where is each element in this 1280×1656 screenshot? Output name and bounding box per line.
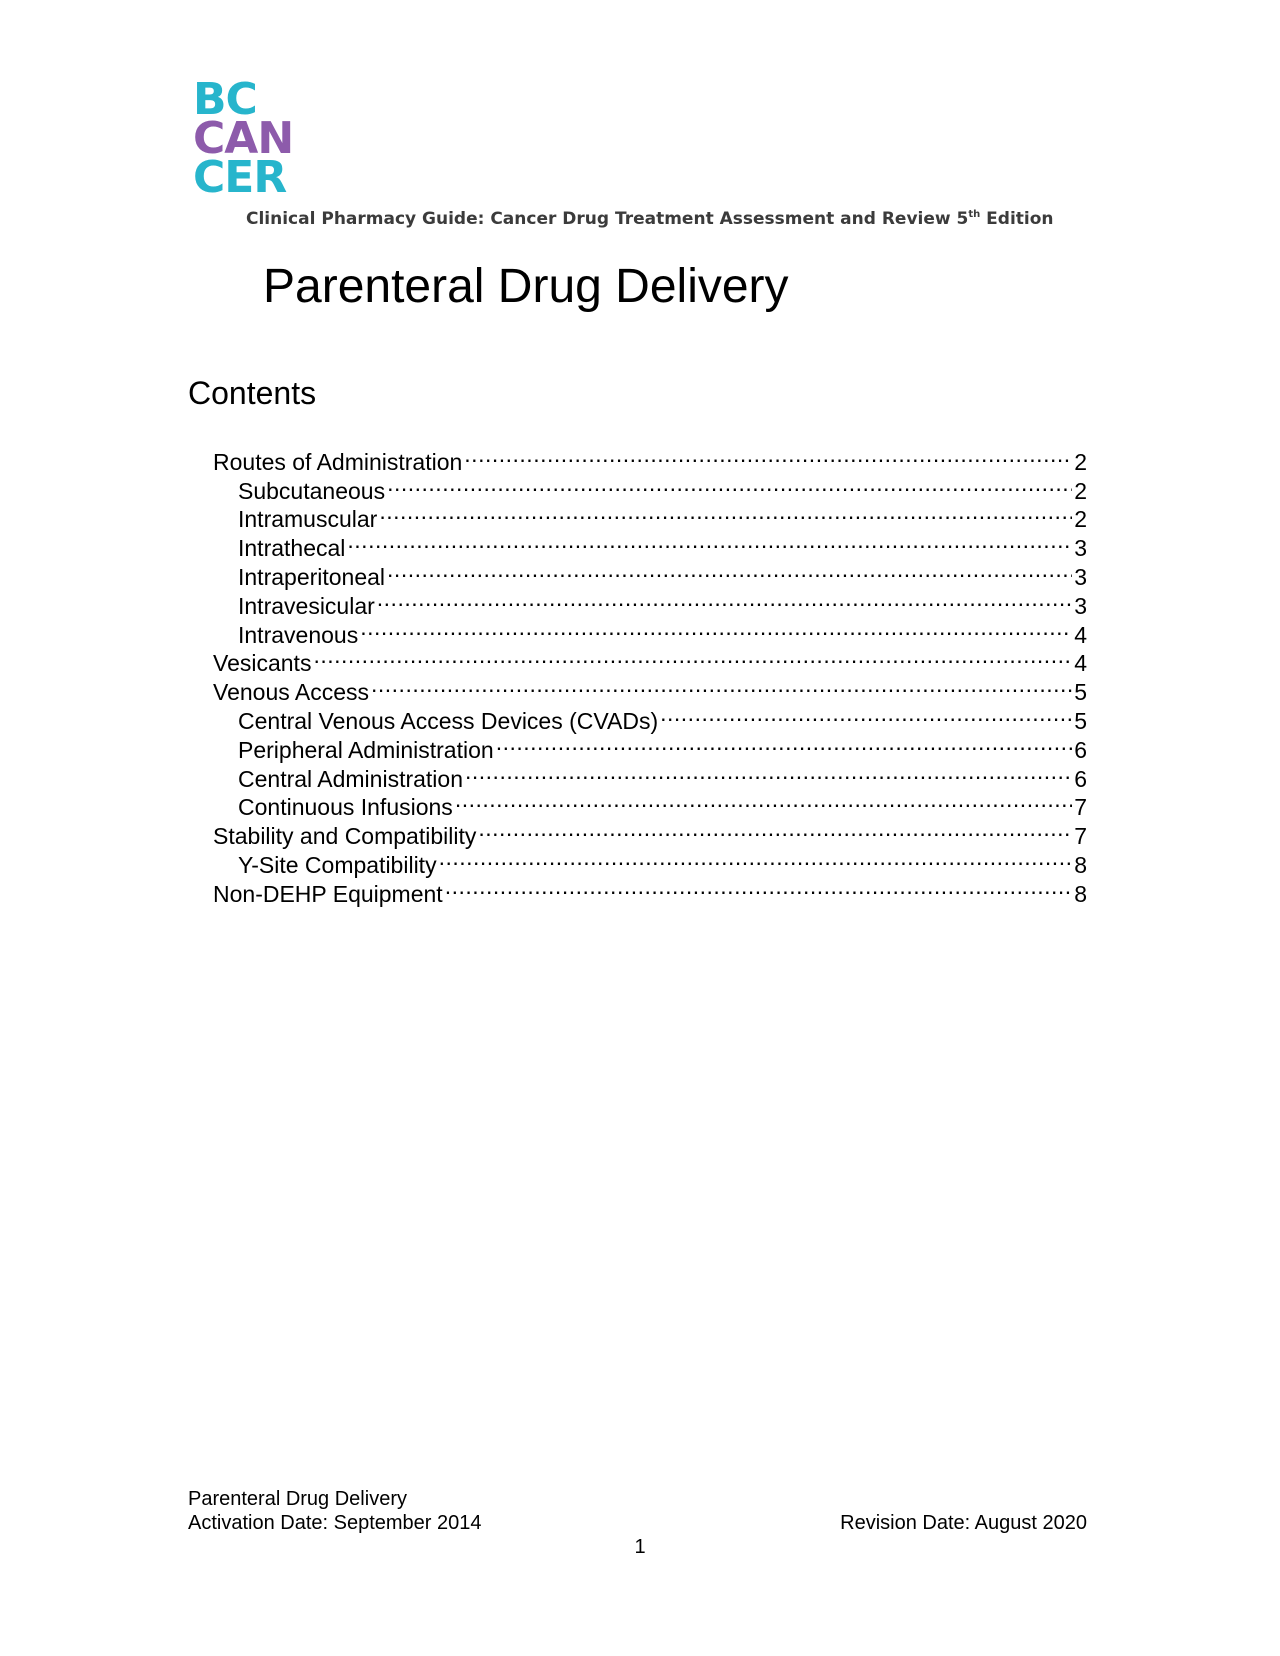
toc-dot-leader: [445, 873, 1073, 902]
toc-entry-label[interactable]: Routes of Administration: [213, 448, 463, 475]
toc-entry-label[interactable]: Intrathecal: [238, 535, 346, 562]
toc-entry-label[interactable]: Y-Site Compatibility: [238, 851, 437, 878]
toc-entry-page[interactable]: 6: [1074, 765, 1087, 792]
toc-entry-page[interactable]: 7: [1074, 794, 1087, 821]
toc-entry-page[interactable]: 7: [1074, 823, 1087, 850]
bc-cancer-logo: [193, 74, 294, 203]
toc-entry-label[interactable]: Central Venous Access Devices (CVADs): [238, 707, 659, 734]
guide-title: [246, 209, 1054, 229]
toc-entry-page[interactable]: 4: [1074, 650, 1087, 677]
toc-entry-label[interactable]: Intravenous: [238, 621, 359, 648]
toc-entry-page[interactable]: 6: [1074, 736, 1087, 763]
toc-entry-label[interactable]: Vesicants: [213, 650, 312, 677]
toc-entry-label[interactable]: Peripheral Administration: [238, 736, 494, 763]
toc-dot-leader: [478, 815, 1072, 844]
toc-entry-page[interactable]: 5: [1074, 707, 1087, 734]
toc-entry-page[interactable]: 2: [1074, 448, 1087, 475]
toc-entry-page[interactable]: 3: [1074, 563, 1087, 590]
toc-entry-label[interactable]: Stability and Compatibility: [213, 823, 477, 850]
toc-entry-page[interactable]: 4: [1074, 621, 1087, 648]
toc-entry-label[interactable]: Continuous Infusions: [238, 794, 453, 821]
toc-dot-leader: [387, 556, 1072, 585]
guide-title-main: Clinical Pharmacy Guide: Cancer Drug Treatment Assessment and Review 5: [246, 209, 969, 229]
toc-dot-leader: [377, 585, 1072, 614]
toc-entry-label[interactable]: Intravesicular: [238, 592, 375, 619]
toc-dot-leader: [439, 844, 1073, 873]
toc-entry-label[interactable]: Subcutaneous: [238, 477, 386, 504]
toc-entry-label[interactable]: Intramuscular: [238, 506, 378, 533]
footer-document-name: Parenteral Drug Delivery: [188, 1488, 407, 1510]
toc-entry-label[interactable]: Non-DEHP Equipment: [213, 880, 443, 907]
footer-revision-date: Revision Date: August 2020: [840, 1512, 1087, 1534]
toc-dot-leader: [379, 499, 1072, 528]
toc-dot-leader: [313, 643, 1072, 672]
toc-entry[interactable]: [213, 643, 1087, 677]
guide-title-end: Edition: [980, 209, 1054, 229]
logo-line-2: CAN: [193, 113, 294, 164]
toc-entry-page[interactable]: 5: [1074, 679, 1087, 706]
toc-dot-leader: [360, 614, 1072, 643]
toc-entry-label[interactable]: Intraperitoneal: [238, 563, 386, 590]
toc-dot-leader: [465, 758, 1072, 787]
toc-dot-leader: [347, 527, 1072, 556]
toc-entry-page[interactable]: 2: [1074, 506, 1087, 533]
footer-left: [188, 1487, 482, 1535]
toc-dot-leader: [496, 729, 1073, 758]
page-number: 1: [634, 1536, 646, 1558]
toc-dot-leader: [387, 470, 1072, 499]
logo-line-1: BC: [193, 74, 257, 125]
toc-entry-label[interactable]: Venous Access: [213, 679, 369, 706]
document-title: Parenteral Drug Delivery: [263, 260, 789, 313]
guide-title-superscript: th: [968, 209, 981, 220]
toc-entry-page[interactable]: 8: [1074, 851, 1087, 878]
toc-dot-leader: [455, 787, 1072, 816]
logo-line-3: CER: [193, 152, 287, 203]
toc-dot-leader: [464, 441, 1072, 470]
toc-entry-label[interactable]: Central Administration: [238, 765, 463, 792]
contents-heading: Contents: [188, 375, 317, 411]
footer-activation-date: Activation Date: September 2014: [188, 1512, 482, 1534]
toc-entry-page[interactable]: 8: [1074, 880, 1087, 907]
table-of-contents: [213, 441, 1087, 907]
toc-entry-page[interactable]: 3: [1074, 535, 1087, 562]
toc-entry[interactable]: [213, 441, 1087, 475]
toc-dot-leader: [371, 671, 1072, 700]
toc-dot-leader: [660, 700, 1072, 729]
toc-entry[interactable]: [213, 671, 1087, 706]
toc-entry-page[interactable]: 2: [1074, 477, 1087, 504]
toc-entry-page[interactable]: 3: [1074, 592, 1087, 619]
